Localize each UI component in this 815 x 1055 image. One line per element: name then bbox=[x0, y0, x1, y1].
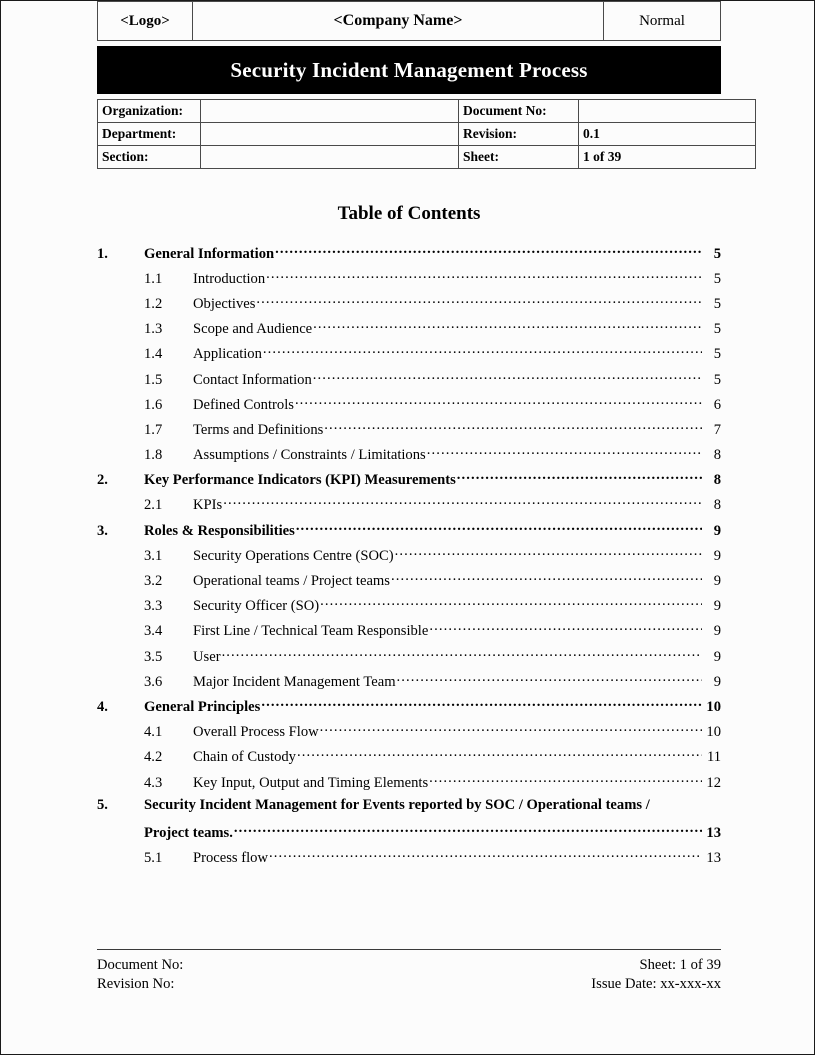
toc-leader-dots bbox=[223, 495, 702, 510]
sheet-label: Sheet: bbox=[459, 146, 579, 169]
toc-entry-page: 6 bbox=[713, 396, 721, 413]
toc-leader-dots bbox=[324, 419, 702, 434]
toc-entry-page: 5 bbox=[713, 371, 721, 388]
toc-leader-dots bbox=[397, 671, 702, 686]
toc-entry-number: 3. bbox=[97, 522, 108, 539]
toc-leader-dots bbox=[313, 319, 702, 334]
toc-entry-number: 1.7 bbox=[144, 421, 163, 438]
toc-entry-number: 3.6 bbox=[144, 673, 163, 690]
footer-divider bbox=[97, 949, 721, 950]
toc-entry-label: Application bbox=[193, 346, 262, 363]
organization-label: Organization: bbox=[98, 100, 201, 123]
toc-entry-number: 1. bbox=[97, 245, 108, 262]
toc-entry-label: Major Incident Management Team bbox=[193, 673, 396, 690]
toc-entry[interactable] bbox=[97, 495, 721, 520]
toc-entry-number: 4.1 bbox=[144, 724, 163, 741]
toc-entry[interactable] bbox=[97, 747, 721, 772]
logo-cell: <Logo> bbox=[98, 2, 193, 41]
toc-entry-page: 11 bbox=[706, 749, 721, 766]
footer-document-no: Document No: bbox=[97, 957, 184, 973]
toc-leader-dots bbox=[297, 747, 702, 762]
revision-value[interactable]: 0.1 bbox=[579, 123, 756, 146]
toc-entry-page: 9 bbox=[713, 648, 721, 665]
toc-entry[interactable] bbox=[97, 344, 721, 369]
department-value[interactable] bbox=[201, 123, 459, 146]
footer-columns bbox=[97, 956, 721, 994]
footer-issue-date: Issue Date: xx-xxx-xx bbox=[591, 976, 721, 992]
toc-entry-label: KPIs bbox=[193, 497, 223, 514]
toc-entry-page: 9 bbox=[713, 673, 721, 690]
toc-entry[interactable] bbox=[97, 722, 721, 747]
toc-entry-page: 12 bbox=[706, 774, 721, 791]
toc-entry-number: 1.1 bbox=[144, 270, 163, 287]
toc-leader-dots bbox=[296, 520, 702, 535]
toc-entry-label: Defined Controls bbox=[193, 396, 294, 413]
toc-entry-label: Operational teams / Project teams bbox=[193, 573, 390, 590]
toc-leader-dots bbox=[427, 445, 702, 460]
toc-leader-dots bbox=[269, 848, 702, 863]
toc-leader-dots bbox=[391, 570, 702, 585]
toc-entry[interactable] bbox=[97, 545, 721, 570]
toc-entry[interactable] bbox=[97, 470, 721, 495]
toc-leader-dots bbox=[457, 470, 702, 485]
toc-entry-label: Roles & Responsibilities bbox=[144, 522, 295, 539]
table-of-contents-list bbox=[97, 243, 721, 873]
toc-entry-label: Scope and Audience bbox=[193, 321, 313, 338]
footer-revision-no: Revision No: bbox=[97, 976, 175, 992]
department-label: Department: bbox=[98, 123, 201, 146]
header-row bbox=[98, 2, 721, 41]
toc-entry[interactable] bbox=[97, 621, 721, 646]
toc-entry-number: 1.2 bbox=[144, 295, 163, 312]
toc-leader-dots bbox=[275, 243, 702, 258]
toc-entry-label: Overall Process Flow bbox=[193, 724, 319, 741]
table-of-contents-heading: Table of Contents bbox=[337, 203, 481, 224]
toc-entry-line bbox=[97, 822, 721, 847]
toc-entry-number: 2. bbox=[97, 472, 108, 489]
toc-entry-label: Chain of Custody bbox=[193, 749, 296, 766]
footer-right-block bbox=[591, 956, 721, 994]
toc-entry-label: Key Input, Output and Timing Elements bbox=[193, 774, 429, 791]
toc-leader-dots bbox=[320, 596, 702, 611]
toc-entry-label: Terms and Definitions bbox=[193, 421, 324, 438]
toc-entry-number: 3.4 bbox=[144, 623, 163, 640]
toc-entry-number: 4.2 bbox=[144, 749, 163, 766]
toc-leader-dots bbox=[263, 344, 702, 359]
sheet-value[interactable]: 1 of 39 bbox=[579, 146, 756, 169]
toc-entry-page: 5 bbox=[713, 245, 721, 262]
toc-entry-label: Assumptions / Constraints / Limitations bbox=[193, 447, 426, 464]
toc-leader-dots bbox=[222, 646, 702, 661]
document-header-table bbox=[97, 1, 721, 41]
toc-entry-number: 3.1 bbox=[144, 547, 163, 564]
toc-entry-label: Introduction bbox=[193, 270, 266, 287]
toc-leader-dots bbox=[320, 722, 702, 737]
toc-entry-number: 5. bbox=[97, 797, 108, 814]
toc-entry-number: 1.4 bbox=[144, 346, 163, 363]
toc-entry-number: 4.3 bbox=[144, 774, 163, 791]
toc-leader-dots bbox=[261, 696, 702, 711]
toc-entry[interactable] bbox=[97, 445, 721, 470]
toc-entry-label: Process flow bbox=[193, 850, 268, 867]
toc-entry-page: 10 bbox=[706, 724, 721, 741]
toc-entry-page: 8 bbox=[713, 447, 721, 464]
toc-entry[interactable] bbox=[97, 696, 721, 721]
classification-cell: Normal bbox=[604, 2, 721, 41]
page-content bbox=[97, 1, 721, 873]
toc-entry-label: Security Officer (SO) bbox=[193, 598, 320, 615]
footer-left-block bbox=[97, 956, 183, 994]
toc-entry[interactable] bbox=[97, 419, 721, 444]
toc-entry-label: Contact Information bbox=[193, 371, 312, 388]
toc-leader-dots bbox=[266, 268, 702, 283]
toc-entry-label: First Line / Technical Team Responsible bbox=[193, 623, 429, 640]
toc-entry-page: 9 bbox=[713, 623, 721, 640]
document-title-bar bbox=[97, 46, 721, 94]
toc-leader-dots bbox=[395, 545, 702, 560]
toc-entry-number: 1.8 bbox=[144, 447, 163, 464]
toc-entry[interactable] bbox=[97, 671, 721, 696]
page-footer bbox=[97, 949, 721, 994]
toc-entry[interactable] bbox=[97, 319, 721, 344]
toc-entry-label: Security Operations Centre (SOC) bbox=[193, 547, 394, 564]
toc-entry-number: 1.3 bbox=[144, 321, 163, 338]
company-name-cell: <Company Name> bbox=[193, 2, 604, 41]
document-info-table bbox=[97, 99, 756, 169]
toc-entry-page: 9 bbox=[713, 573, 721, 590]
revision-label: Revision: bbox=[459, 123, 579, 146]
toc-entry-label: Key Performance Indicators (KPI) Measurements bbox=[144, 472, 456, 489]
toc-entry-number: 4. bbox=[97, 698, 108, 715]
toc-entry[interactable] bbox=[97, 293, 721, 318]
table-row bbox=[98, 100, 756, 123]
toc-entry-line bbox=[97, 797, 721, 822]
toc-entry-page: 5 bbox=[713, 321, 721, 338]
toc-leader-dots bbox=[256, 293, 702, 308]
toc-entry[interactable] bbox=[97, 596, 721, 621]
table-row bbox=[98, 123, 756, 146]
toc-leader-dots bbox=[429, 621, 702, 636]
toc-entry-page: 10 bbox=[706, 698, 721, 715]
toc-entry-page: 9 bbox=[713, 547, 721, 564]
toc-entry-page: 5 bbox=[713, 270, 721, 287]
footer-sheet: Sheet: 1 of 39 bbox=[639, 957, 721, 973]
toc-entry[interactable] bbox=[97, 268, 721, 293]
document-title: Security Incident Management Process bbox=[230, 57, 588, 82]
toc-entry[interactable] bbox=[97, 520, 721, 545]
toc-entry-page: 5 bbox=[713, 295, 721, 312]
toc-entry-page: 13 bbox=[706, 850, 721, 867]
toc-entry-label-cont: Project teams. bbox=[144, 824, 233, 841]
toc-entry-number: 2.1 bbox=[144, 497, 163, 514]
toc-entry[interactable] bbox=[97, 797, 721, 847]
toc-entry-label: Security Incident Management for Events reported by SOC / Operational teams / bbox=[144, 797, 650, 814]
toc-entry-page: 5 bbox=[713, 346, 721, 363]
toc-entry-page: 9 bbox=[713, 598, 721, 615]
toc-entry[interactable] bbox=[97, 394, 721, 419]
toc-entry[interactable] bbox=[97, 772, 721, 797]
toc-entry[interactable] bbox=[97, 369, 721, 394]
toc-entry[interactable] bbox=[97, 848, 721, 873]
document-no-value[interactable] bbox=[579, 100, 756, 123]
toc-entry-label: Objectives bbox=[193, 295, 256, 312]
toc-entry[interactable] bbox=[97, 243, 721, 268]
toc-leader-dots bbox=[429, 772, 702, 787]
document-no-label: Document No: bbox=[459, 100, 579, 123]
toc-entry[interactable] bbox=[97, 570, 721, 595]
toc-entry-number: 1.5 bbox=[144, 371, 163, 388]
section-label: Section: bbox=[98, 146, 201, 169]
toc-entry-page: 13 bbox=[706, 824, 721, 841]
organization-value[interactable] bbox=[201, 100, 459, 123]
toc-leader-dots bbox=[234, 822, 702, 837]
toc-entry[interactable] bbox=[97, 646, 721, 671]
toc-entry-number: 3.3 bbox=[144, 598, 163, 615]
toc-entry-number: 3.5 bbox=[144, 648, 163, 665]
table-row bbox=[98, 146, 756, 169]
toc-entry-page: 9 bbox=[713, 522, 721, 539]
toc-leader-dots bbox=[295, 394, 702, 409]
section-value[interactable] bbox=[201, 146, 459, 169]
toc-entry-page: 8 bbox=[713, 497, 721, 514]
toc-entry-label: User bbox=[193, 648, 221, 665]
toc-entry-number: 1.6 bbox=[144, 396, 163, 413]
toc-entry-number: 3.2 bbox=[144, 573, 163, 590]
toc-entry-page: 8 bbox=[713, 472, 721, 489]
toc-leader-dots bbox=[313, 369, 702, 384]
toc-entry-page: 7 bbox=[713, 421, 721, 438]
toc-entry-label: General Information bbox=[144, 245, 275, 262]
toc-entry-number: 5.1 bbox=[144, 850, 163, 867]
toc-entry-label: General Principles bbox=[144, 698, 261, 715]
